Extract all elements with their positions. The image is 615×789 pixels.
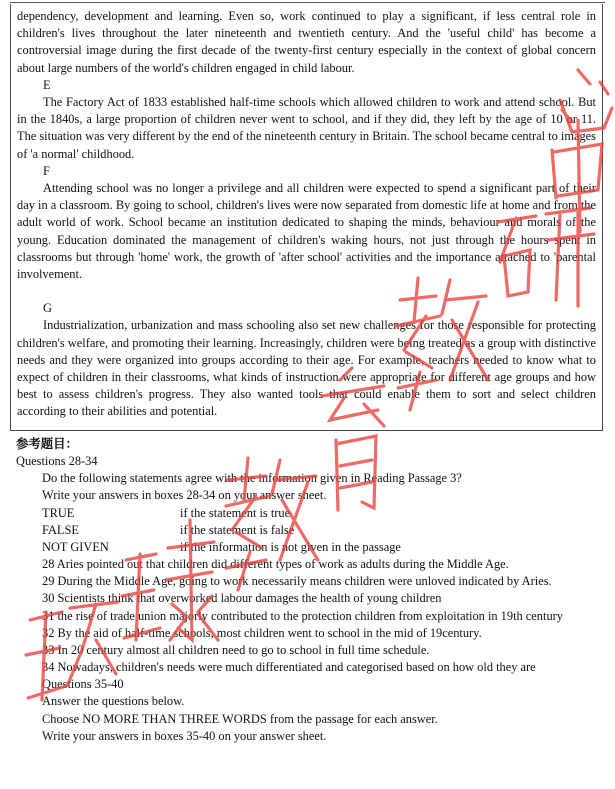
question-34: 34 Nowadays, children's needs were much differentiated and categorised based on how old they are [42,660,536,675]
watermark-text: 环球教育教研中心 [0,0,8,1]
question-32: 32 By the aid of half-time schools, most children went to school in the mid of 19century. [42,625,482,640]
option-key: TRUE [42,505,75,520]
question-31: 31 the rise of trade union majorly contributed to the protection children from exploitation in 19th century [42,608,563,623]
questions-heading: 参考题目： [16,437,78,451]
group1-instruction-1: Do the following statements agree with the information given in Reading Passage 3? [42,471,462,486]
spacer [17,283,596,300]
option-not-given [16,539,596,556]
question-29: 29 During the Middle Age, going to work necessarily means children were unloved indicated by Aries. [42,574,552,589]
option-key: NOT GIVEN [42,539,109,554]
section-letter-g: G [43,301,52,316]
top-rule [10,2,605,3]
paragraph-e: The Factory Act of 1833 established half-time schools which allowed children to work and attend school. But in the 1840s, a large proportion of children never went to school, and if they did, they left by the age of 10 or 11. The situation was very different by the end of the nineteenth century in Britain. The school became central to images of 'a normal' childhood. [17,95,596,161]
option-false [16,522,596,539]
group2-instruction-1: Answer the questions below. [42,694,185,709]
group2-instruction-3: Write your answers in boxes 35-40 on your answer sheet. [42,728,327,743]
question-28: 28 Aries pointed out that children did different types of work as adults during the Middle Age. [42,557,509,572]
group2-instruction-2: Choose NO MORE THAN THREE WORDS from the passage for each answer. [42,711,438,726]
questions-section [16,436,596,745]
paragraph-g: Industrialization, urbanization and mass schooling also set new challenges for those responsible for protecting children's welfare, and promoting their learning. Increasingly, children were being treated as a group with distinctive needs and they were organized into groups according to their age. For example, teachers needed to know what to expect of children in their classrooms, what kinds of instruction were appropriate for different age groups and how best to assess children's progress. They also wanted tools that could enable them to sort and select children according to their abilities and potential. [17,318,596,419]
question-30: 30 Scientists think that overworked labour damages the health of young children [42,591,442,606]
option-desc: if the information is not given in the passage [180,539,401,554]
section-letter-e: E [43,77,51,92]
group1-title: Questions 28-34 [16,454,98,469]
section-letter-f: F [43,163,50,178]
paragraph-f: Attending school was no longer a privilege and all children were expected to spend a significant part of their day in a classroom. By going to school, children's lives were now separated from domestic life at home and from the adult world of work. School became an institution dedicated to shaping the minds, behaviour and morals of the young. Education dominated the management of children's waking hours, not just through the hours spent in classrooms but through 'home' work, the growth of 'after school' activities and the importance attached to 'parental involvement. [17,181,596,282]
option-desc: if the statement is false [180,522,295,537]
paragraph-d-end: dependency, development and learning. Even so, work continued to play a significant, if less central role in children's lives throughout the later nineteenth and twentieth century. And the 'useful child' has become a controversial image during the first decade of the twenty-first century especially in the context of global concern about large numbers of the world's children engaged in child labour. [17,9,596,75]
passage-box [10,4,603,431]
question-33: 33 In 20 century almost all children need to go to school in full time schedule. [42,642,430,657]
group1-instruction-2: Write your answers in boxes 28-34 on your answer sheet. [42,488,327,503]
group2-title: Questions 35-40 [42,677,124,692]
option-key: FALSE [42,522,79,537]
option-true [16,505,596,522]
option-desc: if the statement is true [180,505,291,520]
